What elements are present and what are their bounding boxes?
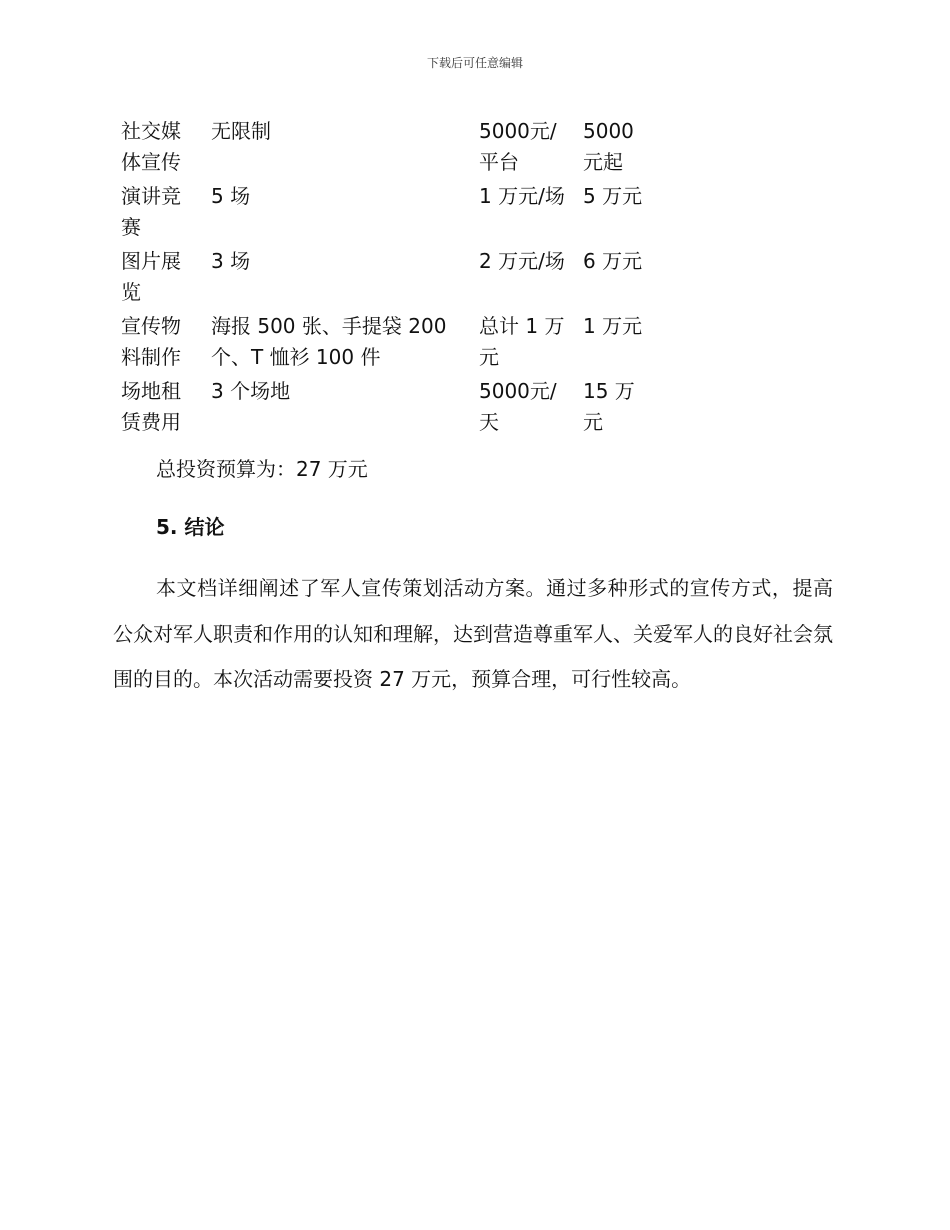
total-budget-line: 总投资预算为：27 万元 bbox=[156, 457, 368, 481]
table-cell-quantity: 海报 500 张、手提袋 200 个、T 恤衫 100 件 bbox=[211, 314, 447, 369]
table-cell-item: 演讲竞赛 bbox=[121, 184, 181, 239]
section-heading: 5. 结论 bbox=[156, 515, 225, 539]
table-cell-subtotal: 1 万元 bbox=[583, 314, 643, 338]
table-cell-quantity: 3 场 bbox=[211, 249, 251, 273]
table-cell-subtotal: 5 万元 bbox=[583, 184, 643, 208]
table-row bbox=[113, 116, 655, 181]
table-cell-subtotal: 15 万元 bbox=[583, 379, 635, 434]
table-row bbox=[113, 246, 655, 311]
table-cell-unit-price: 5000元/平台 bbox=[479, 119, 557, 174]
conclusion-paragraph: 本文档详细阐述了军人宣传策划活动方案。通过多种形式的宣传方式，提高公众对军人职责和作用的认知和理解，达到营造尊重军人、关爱军人的良好社会氛围的目的。本次活动需要投资 27 万元，预算合理，可行性较高。 bbox=[113, 576, 833, 691]
table-cell-unit-price: 2 万元/场 bbox=[479, 249, 565, 273]
table-cell-quantity: 5 场 bbox=[211, 184, 251, 208]
table-cell-item: 场地租赁费用 bbox=[121, 379, 181, 434]
table-cell-item: 宣传物料制作 bbox=[121, 314, 181, 369]
table-cell-subtotal: 6 万元 bbox=[583, 249, 643, 273]
budget-table bbox=[113, 116, 655, 441]
table-cell-quantity: 3 个场地 bbox=[211, 379, 291, 403]
table-row bbox=[113, 311, 655, 376]
table-cell-unit-price: 5000元/天 bbox=[479, 379, 557, 434]
table-cell-unit-price: 1 万元/场 bbox=[479, 184, 565, 208]
table-row bbox=[113, 181, 655, 246]
table-cell-item: 图片展览 bbox=[121, 249, 181, 304]
table-cell-quantity: 无限制 bbox=[211, 119, 271, 143]
table-cell-item: 社交媒体宣传 bbox=[121, 119, 181, 174]
table-cell-unit-price: 总计 1 万元 bbox=[479, 314, 565, 369]
page-header-note: 下载后可任意编辑 bbox=[426, 56, 523, 70]
table-row bbox=[113, 376, 655, 441]
table-cell-subtotal: 5000元起 bbox=[583, 119, 634, 174]
